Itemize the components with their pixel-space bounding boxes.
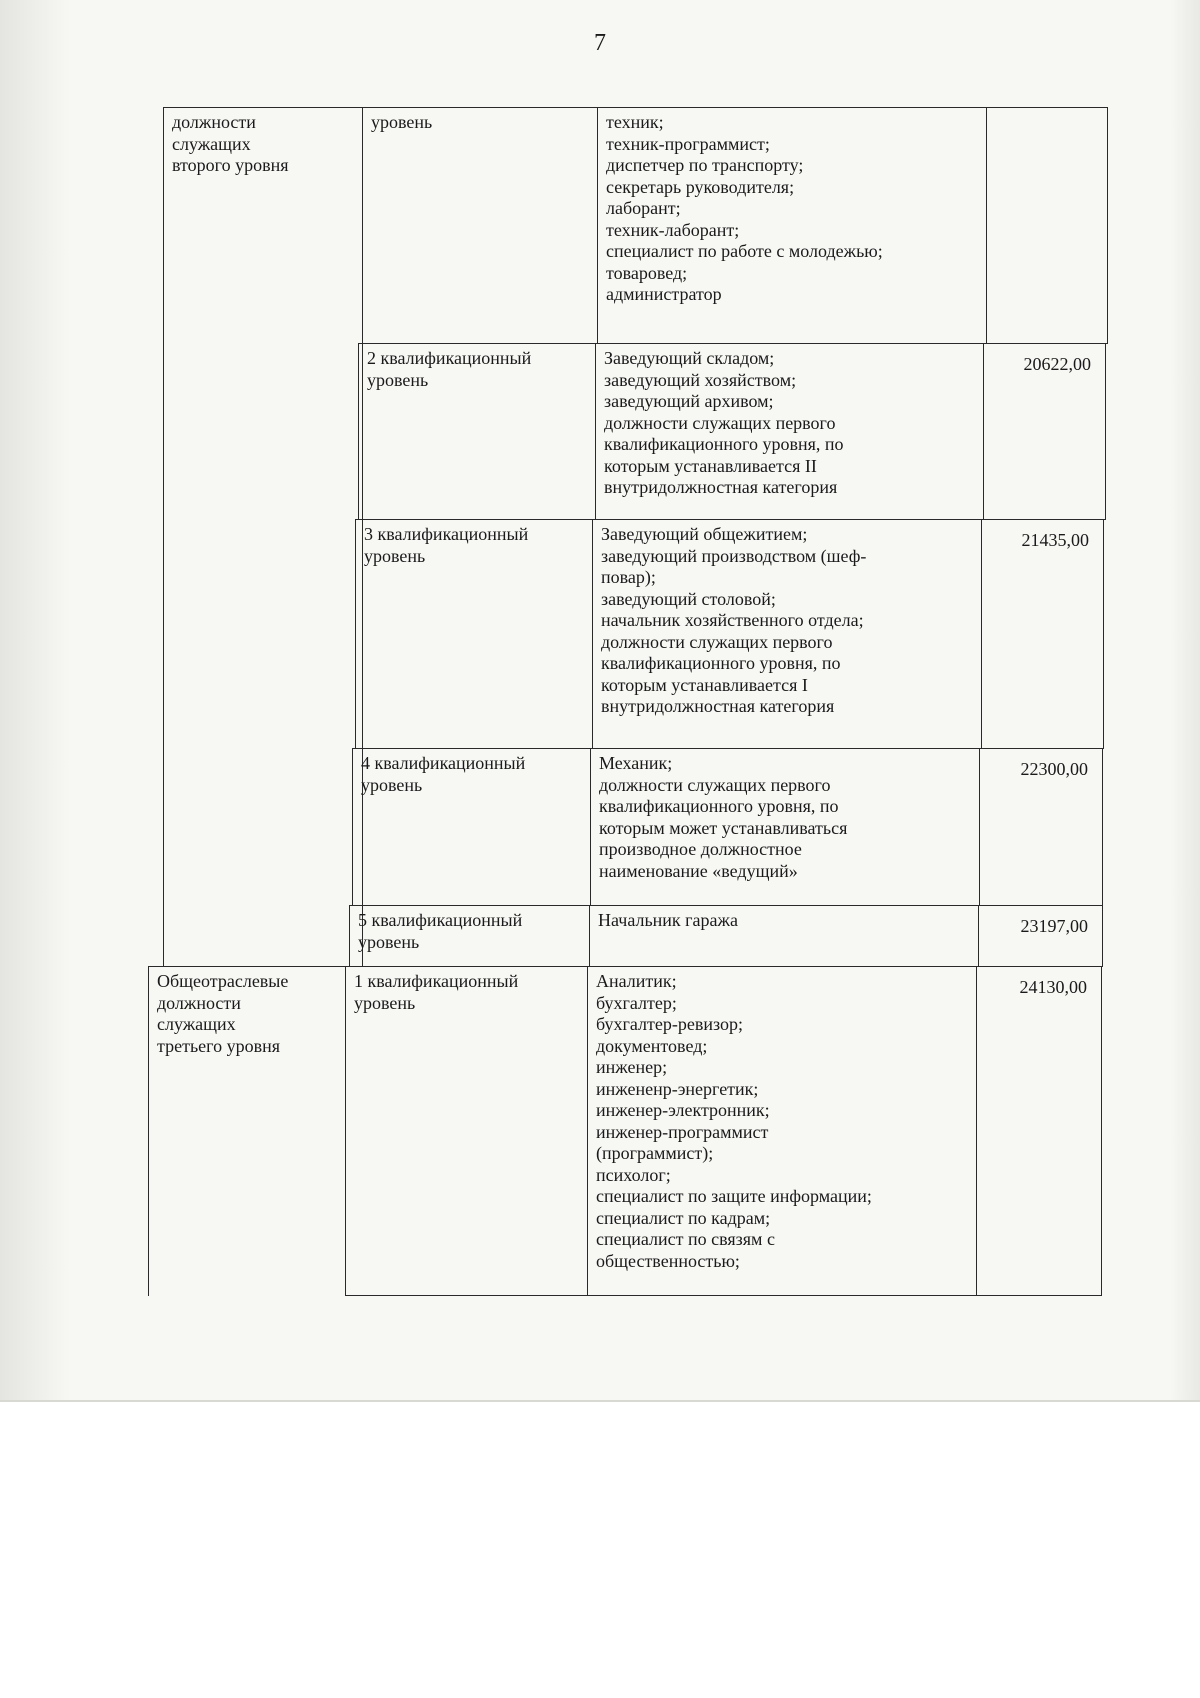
level-cell: 5 квалификационный уровень [349,905,590,967]
positions-cell: Механик; должности служащих первого квалификационного уровня, по которым может устанавливаться производное должностное наименование «ведущий» [590,748,980,906]
positions-cell: Заведующий складом; заведующий хозяйством; заведующий архивом; должности служащих первого квалификационного уровня, по которым устанавливается II внутридолжностная категория [595,343,984,520]
salary-cell [986,107,1108,344]
level-cell: 1 квалификационный уровень [345,966,588,1296]
positions-cell: техник; техник-программист; диспетчер по транспорту; секретарь руководителя; лаборант; техник-лаборант; специалист по работе с молодежью; товаровед; администратор [597,107,987,344]
level-cell: 3 квалификационный уровень [355,519,593,749]
group-cell-third-level: Общеотраслевые должности служащих третьего уровня [148,966,346,1296]
page-number: 7 [594,30,606,56]
positions-cell: Начальник гаража [589,905,979,967]
salary-cell: 24130,00 [976,966,1102,1296]
scan-shadow-left [0,0,70,1400]
salary-cell: 20622,00 [983,343,1106,520]
salary-cell: 22300,00 [979,748,1103,906]
level-cell: уровень [362,107,598,344]
group-cell-second-level: должности служащих второго уровня [163,107,363,967]
salary-cell: 21435,00 [981,519,1104,749]
positions-cell: Аналитик; бухгалтер; бухгалтер-ревизор; документовед; инженер; инжененр-энергетик; инженер-электронник; инженер-программист (программист); психолог; специалист по защите информации; специалист по кадрам; специалист по связям с общественностью; [587,966,977,1296]
level-cell: 4 квалификационный уровень [352,748,591,906]
salary-cell: 23197,00 [978,905,1103,967]
scan-shadow-right [1170,0,1200,1400]
positions-cell: Заведующий общежитием; заведующий производством (шеф- повар); заведующий столовой; начальник хозяйственного отдела; должности служащих первого квалификационного уровня, по которым устанавливается I внутридолжностная категория [592,519,982,749]
level-cell: 2 квалификационный уровень [358,343,596,520]
